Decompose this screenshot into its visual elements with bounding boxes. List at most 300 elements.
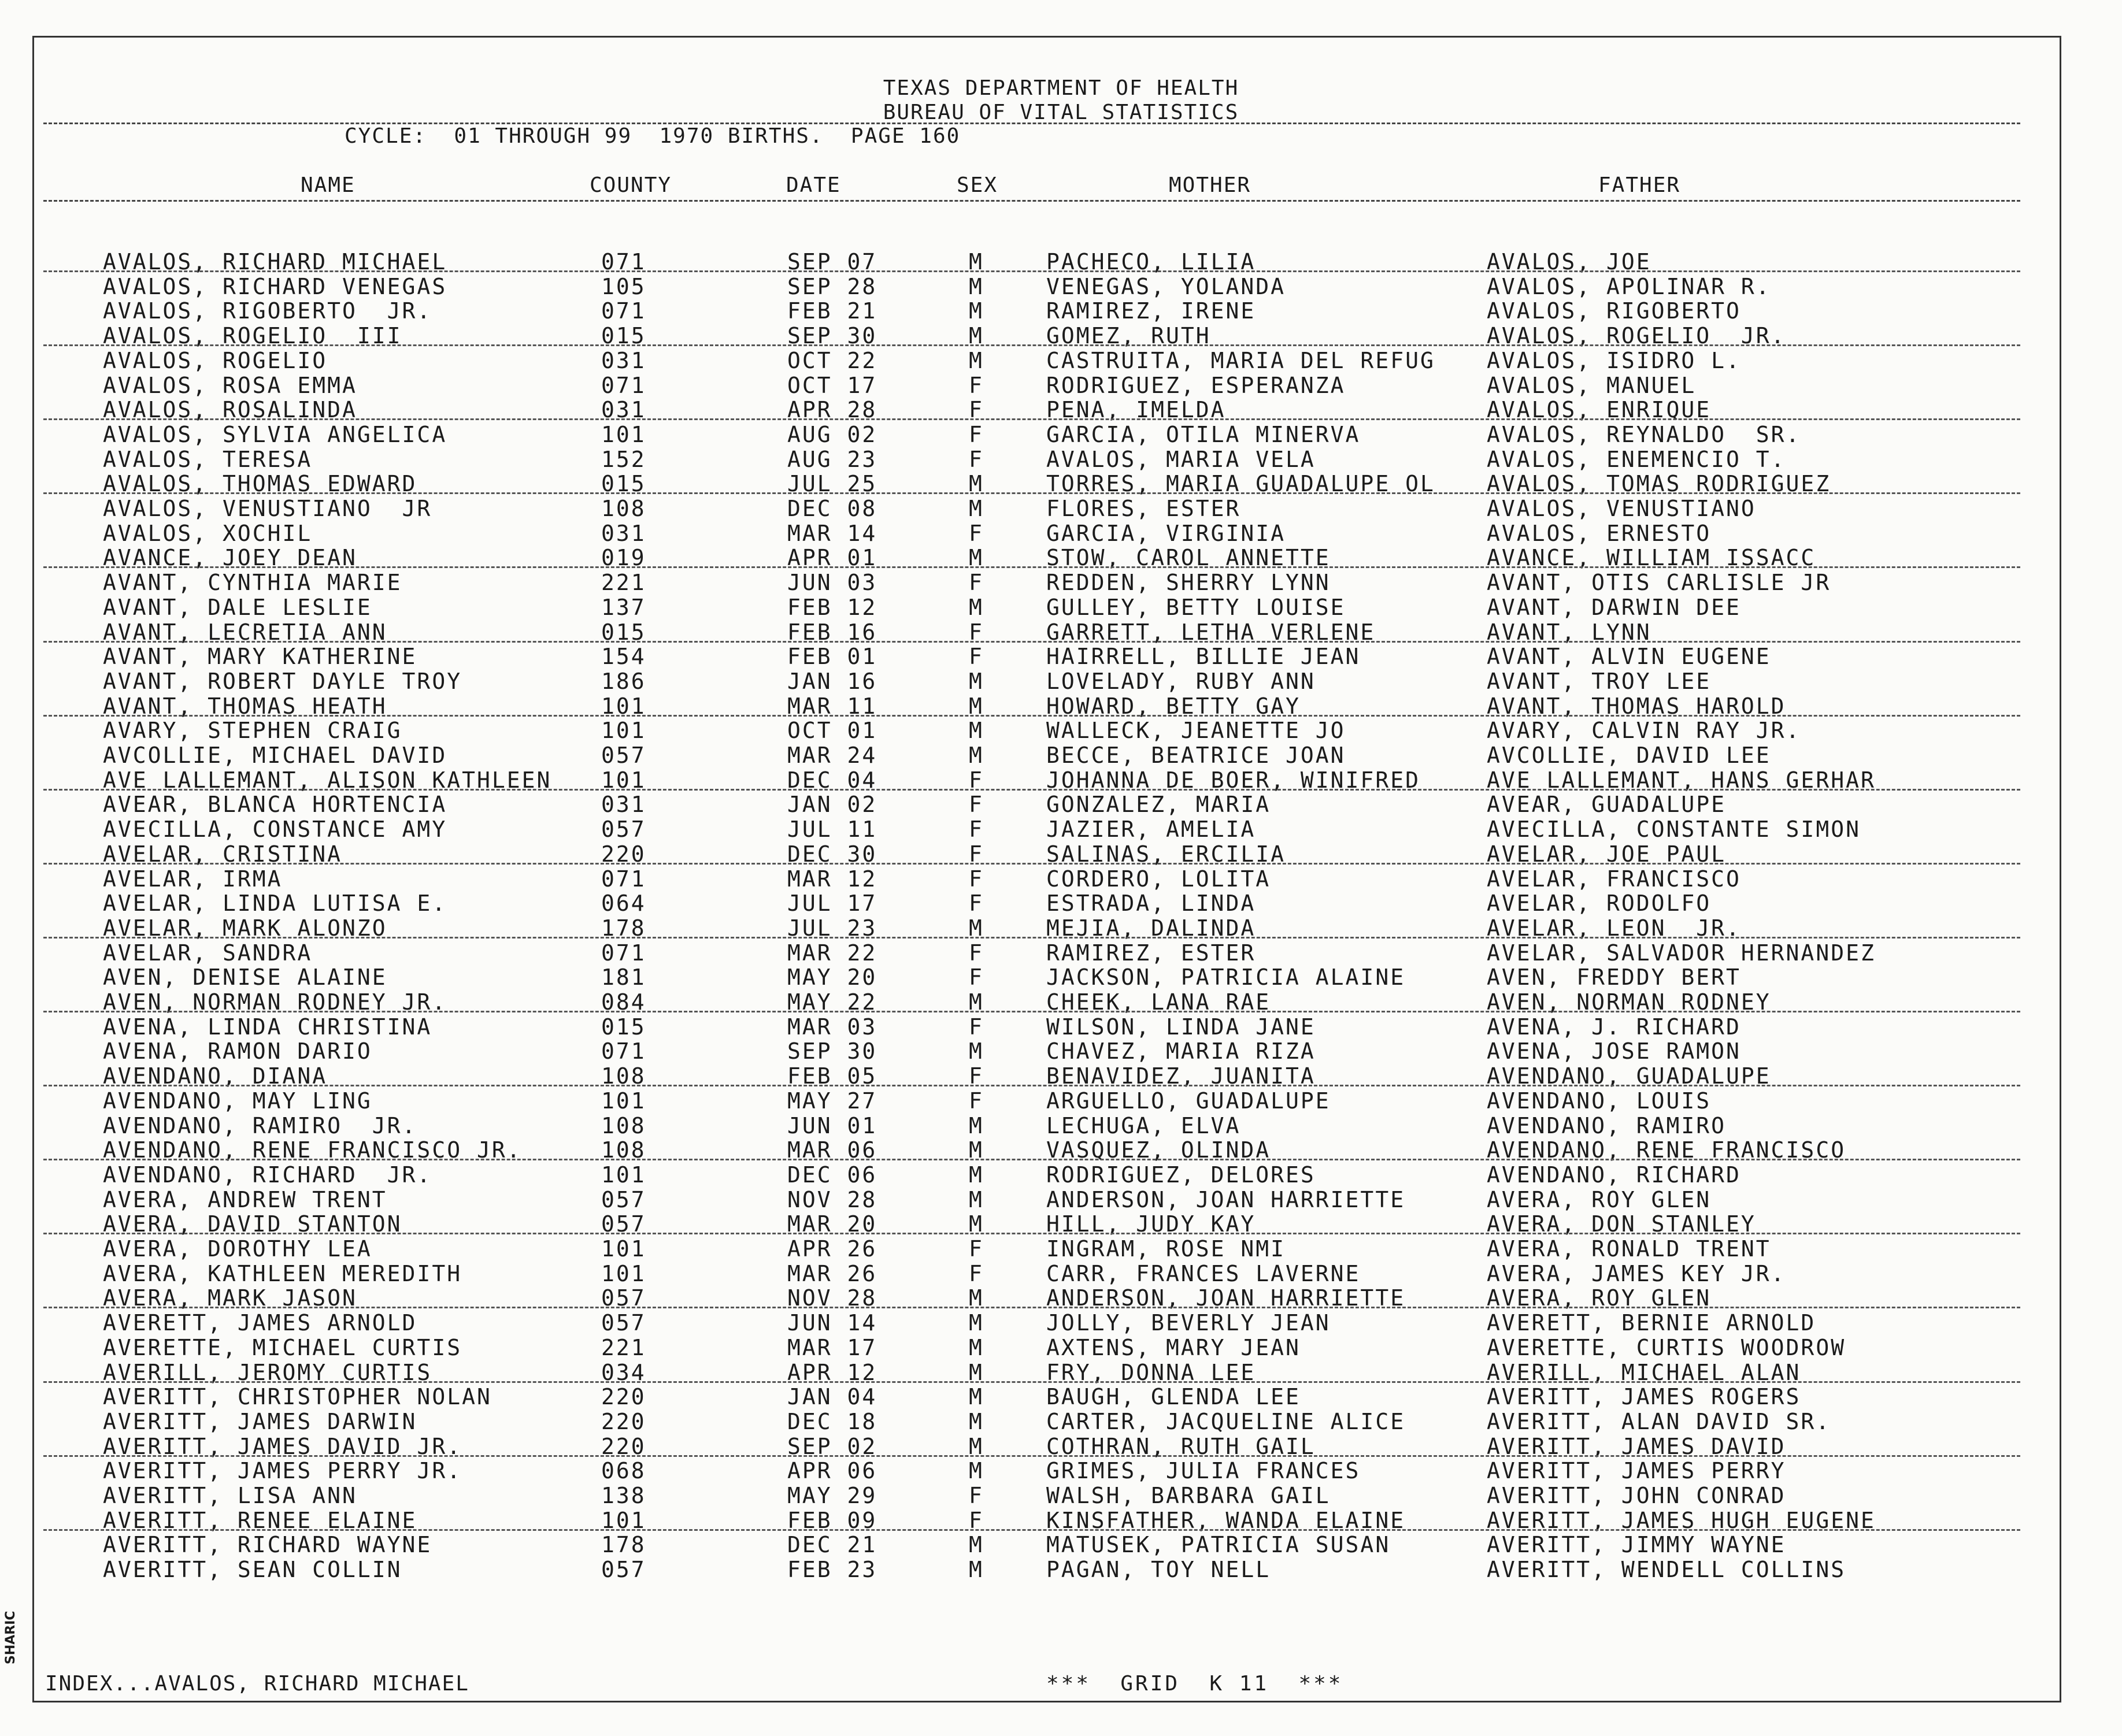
grid-footer: *** GRID K 11 *** — [1046, 1672, 1343, 1696]
record-mother: RODRIGUEZ, ESPERANZA — [1046, 372, 1346, 398]
record-county: 186 — [601, 668, 646, 694]
department-title: TEXAS DEPARTMENT OF HEALTH — [883, 76, 1239, 100]
record-mother: HOWARD, BETTY GAY — [1046, 693, 1301, 719]
record-mother: WALSH, BARBARA GAIL — [1046, 1483, 1331, 1508]
record-father: AVENA, J. RICHARD — [1487, 1014, 1741, 1040]
record-father: AVALOS, REYNALDO SR. — [1487, 421, 1801, 447]
record-sex: M — [969, 1408, 984, 1434]
record-date: AUG 23 — [787, 446, 877, 472]
record-mother: SALINAS, ERCILIA — [1046, 841, 1286, 867]
record-mother: COTHRAN, RUTH GAIL — [1046, 1433, 1316, 1459]
record-date: MAR 17 — [787, 1334, 877, 1360]
record-mother: JOHANNA DE BOER, WINIFRED — [1046, 767, 1420, 793]
record-sex: M — [969, 496, 984, 521]
record-mother: KINSFATHER, WANDA ELAINE — [1046, 1507, 1406, 1533]
record-name: AVALOS, RICHARD MICHAEL — [103, 249, 447, 275]
record-mother: BAUGH, GLENDA LEE — [1046, 1384, 1301, 1410]
record-name: AVEN, DENISE ALAINE — [103, 965, 387, 991]
row-rule — [43, 1381, 2020, 1383]
record-date: JAN 16 — [787, 668, 877, 694]
record-name: AVELAR, MARK ALONZO — [103, 915, 387, 941]
record-county: 108 — [601, 1137, 646, 1163]
record-mother: JACKSON, PATRICIA ALAINE — [1046, 965, 1406, 991]
record-father: AVERETT, BERNIE ARNOLD — [1487, 1310, 1816, 1336]
record-sex: M — [969, 545, 984, 571]
record-sex: M — [969, 249, 984, 275]
record-father: AVEN, FREDDY BERT — [1487, 965, 1741, 991]
record-name: AVALOS, RICHARD VENEGAS — [103, 273, 447, 299]
record-sex: F — [969, 1236, 984, 1262]
record-county: 178 — [601, 915, 646, 941]
record-name: AVERILL, JEROMY CURTIS — [103, 1359, 432, 1385]
record-date: SEP 02 — [787, 1433, 877, 1459]
record-father: AVELAR, LEON JR. — [1487, 915, 1741, 941]
record-name: AVERETT, JAMES ARNOLD — [103, 1310, 417, 1336]
row-rule — [43, 1011, 2020, 1012]
record-county: 071 — [601, 249, 646, 275]
record-mother: CORDERO, LOLITA — [1046, 866, 1271, 892]
record-mother: PENA, IMELDA — [1046, 397, 1226, 423]
record-mother: RODRIGUEZ, DELORES — [1046, 1162, 1316, 1188]
record-date: MAR 24 — [787, 743, 877, 768]
record-county: 152 — [601, 446, 646, 472]
record-sex: F — [969, 817, 984, 843]
record-county: 015 — [601, 323, 646, 349]
record-mother: INGRAM, ROSE NMI — [1046, 1236, 1286, 1262]
record-date: APR 12 — [787, 1359, 877, 1385]
record-date: MAR 06 — [787, 1137, 877, 1163]
record-name: AVALOS, XOCHIL — [103, 520, 313, 546]
record-mother: JAZIER, AMELIA — [1046, 817, 1256, 843]
record-county: 057 — [601, 1285, 646, 1311]
record-county: 101 — [601, 1162, 646, 1188]
record-date: AUG 02 — [787, 421, 877, 447]
record-name: AVERITT, SEAN COLLIN — [103, 1557, 402, 1583]
record-mother: BECCE, BEATRICE JOAN — [1046, 743, 1346, 768]
record-name: AVANT, CYNTHIA MARIE — [103, 570, 402, 596]
bureau-title: BUREAU OF VITAL STATISTICS — [883, 101, 1239, 124]
record-sex: F — [969, 570, 984, 596]
record-mother: HAIRRELL, BILLIE JEAN — [1046, 644, 1361, 670]
record-county: 071 — [601, 940, 646, 966]
record-county: 064 — [601, 891, 646, 917]
record-mother: RAMIREZ, ESTER — [1046, 940, 1256, 966]
record-sex: M — [969, 915, 984, 941]
record-mother: GONZALEZ, MARIA — [1046, 792, 1271, 818]
record-county: 019 — [601, 545, 646, 571]
record-father: AVERITT, WENDELL COLLINS — [1487, 1557, 1846, 1583]
record-father: AVENDANO, RAMIRO — [1487, 1112, 1727, 1138]
record-date: OCT 17 — [787, 372, 877, 398]
record-sex: F — [969, 446, 984, 472]
record-county: 138 — [601, 1483, 646, 1508]
record-name: AVANT, LECRETIA ANN — [103, 619, 387, 645]
record-father: AVALOS, ROGELIO JR. — [1487, 323, 1786, 349]
record-name: AVARY, STEPHEN CRAIG — [103, 718, 402, 744]
record-father: AVERITT, JOHN CONRAD — [1487, 1483, 1786, 1508]
record-father: AVERITT, JIMMY WAYNE — [1487, 1532, 1786, 1558]
record-father: AVALOS, TOMAS RODRIGUEZ — [1487, 471, 1831, 497]
record-county: 108 — [601, 1063, 646, 1089]
record-father: AVECILLA, CONSTANTE SIMON — [1487, 817, 1861, 843]
record-date: MAR 20 — [787, 1211, 877, 1237]
column-header-father: FATHER — [1598, 173, 1681, 197]
record-name: AVERITT, JAMES DARWIN — [103, 1408, 417, 1434]
record-county: 181 — [601, 965, 646, 991]
record-date: FEB 01 — [787, 644, 877, 670]
record-name: AVALOS, VENUSTIANO JR — [103, 496, 432, 521]
record-name: AVENDANO, DIANA — [103, 1063, 328, 1089]
record-mother: GULLEY, BETTY LOUISE — [1046, 594, 1346, 620]
record-county: 178 — [601, 1532, 646, 1558]
row-rule — [43, 344, 2020, 346]
record-sex: F — [969, 940, 984, 966]
record-mother: ARGUELLO, GUADALUPE — [1046, 1088, 1331, 1114]
record-mother: LECHUGA, ELVA — [1046, 1112, 1241, 1138]
row-rule — [43, 566, 2020, 568]
record-mother: VASQUEZ, OLINDA — [1046, 1137, 1271, 1163]
record-county: 015 — [601, 1014, 646, 1040]
record-date: MAY 27 — [787, 1088, 877, 1114]
record-date: SEP 30 — [787, 1038, 877, 1064]
cycle-line: CYCLE: 01 THROUGH 99 1970 BIRTHS. PAGE 160 — [345, 124, 961, 148]
record-father: AVELAR, RODOLFO — [1487, 891, 1712, 917]
record-date: FEB 09 — [787, 1507, 877, 1533]
record-sex: F — [969, 767, 984, 793]
record-date: JUN 01 — [787, 1112, 877, 1138]
record-mother: CASTRUITA, MARIA DEL REFUG — [1046, 347, 1435, 373]
row-rule — [43, 1529, 2020, 1531]
record-county: 108 — [601, 1112, 646, 1138]
record-name: AVELAR, LINDA LUTISA E. — [103, 891, 447, 917]
record-sex: M — [969, 594, 984, 620]
record-father: AVERITT, JAMES HUGH EUGENE — [1487, 1507, 1876, 1533]
record-father: AVARY, CALVIN RAY JR. — [1487, 718, 1801, 744]
record-father: AVERA, DON STANLEY — [1487, 1211, 1756, 1237]
record-father: AVALOS, APOLINAR R. — [1487, 273, 1771, 299]
record-sex: F — [969, 1260, 984, 1286]
record-name: AVERITT, CHRISTOPHER NOLAN — [103, 1384, 492, 1410]
record-father: AVENDANO, LOUIS — [1487, 1088, 1712, 1114]
record-mother: LOVELADY, RUBY ANN — [1046, 668, 1316, 694]
record-date: OCT 22 — [787, 347, 877, 373]
record-sex: M — [969, 273, 984, 299]
record-sex: F — [969, 421, 984, 447]
record-date: FEB 12 — [787, 594, 877, 620]
record-name: AVERA, DAVID STANTON — [103, 1211, 402, 1237]
record-sex: M — [969, 323, 984, 349]
record-county: 031 — [601, 397, 646, 423]
record-father: AVANCE, WILLIAM ISSACC — [1487, 545, 1816, 571]
record-name: AVERA, DOROTHY LEA — [103, 1236, 372, 1262]
record-date: DEC 06 — [787, 1162, 877, 1188]
record-county: 220 — [601, 1384, 646, 1410]
column-header-mother: MOTHER — [1169, 173, 1251, 197]
index-footer: INDEX...AVALOS, RICHARD MICHAEL — [45, 1672, 469, 1696]
record-county: 068 — [601, 1458, 646, 1484]
record-mother: CARR, FRANCES LAVERNE — [1046, 1260, 1361, 1286]
record-date: NOV 28 — [787, 1285, 877, 1311]
record-date: JUL 25 — [787, 471, 877, 497]
record-father: AVALOS, MANUEL — [1487, 372, 1697, 398]
record-father: AVENDANO, GUADALUPE — [1487, 1063, 1771, 1089]
record-father: AVANT, DARWIN DEE — [1487, 594, 1741, 620]
record-father: AVALOS, JOE — [1487, 249, 1651, 275]
record-date: MAR 26 — [787, 1260, 877, 1286]
record-name: AVENDANO, RICHARD JR. — [103, 1162, 432, 1188]
record-county: 101 — [601, 693, 646, 719]
record-sex: F — [969, 891, 984, 917]
header-rule — [43, 123, 2020, 124]
record-mother: FRY, DONNA LEE — [1046, 1359, 1256, 1385]
record-county: 220 — [601, 1433, 646, 1459]
record-county: 071 — [601, 866, 646, 892]
record-county: 101 — [601, 1088, 646, 1114]
record-mother: VENEGAS, YOLANDA — [1046, 273, 1286, 299]
row-rule — [43, 1307, 2020, 1308]
record-mother: ESTRADA, LINDA — [1046, 891, 1256, 917]
record-county: 101 — [601, 1260, 646, 1286]
record-name: AVALOS, ROGELIO — [103, 347, 328, 373]
record-name: AVERA, MARK JASON — [103, 1285, 357, 1311]
record-county: 031 — [601, 792, 646, 818]
record-date: FEB 05 — [787, 1063, 877, 1089]
record-father: AVANT, ALVIN EUGENE — [1487, 644, 1771, 670]
record-name: AVANT, MARY KATHERINE — [103, 644, 417, 670]
record-name: AVERA, ANDREW TRENT — [103, 1186, 387, 1212]
record-date: SEP 30 — [787, 323, 877, 349]
record-county: 071 — [601, 298, 646, 324]
record-mother: WALLECK, JEANETTE JO — [1046, 718, 1346, 744]
record-sex: M — [969, 668, 984, 694]
record-county: 220 — [601, 841, 646, 867]
record-county: 105 — [601, 273, 646, 299]
record-name: AVEN, NORMAN RODNEY JR. — [103, 989, 447, 1015]
record-county: 101 — [601, 1507, 646, 1533]
record-sex: M — [969, 298, 984, 324]
record-name: AVERITT, RENEE ELAINE — [103, 1507, 417, 1533]
record-sex: M — [969, 989, 984, 1015]
record-date: JUL 17 — [787, 891, 877, 917]
record-father: AVEAR, GUADALUPE — [1487, 792, 1727, 818]
record-date: JAN 04 — [787, 1384, 877, 1410]
record-county: 031 — [601, 347, 646, 373]
record-sex: M — [969, 1532, 984, 1558]
record-father: AVALOS, ERNESTO — [1487, 520, 1712, 546]
record-name: AVELAR, IRMA — [103, 866, 283, 892]
record-date: APR 01 — [787, 545, 877, 571]
record-county: 057 — [601, 1186, 646, 1212]
record-sex: M — [969, 1137, 984, 1163]
record-name: AVANT, DALE LESLIE — [103, 594, 372, 620]
record-date: SEP 07 — [787, 249, 877, 275]
record-date: OCT 01 — [787, 718, 877, 744]
record-father: AVERA, ROY GLEN — [1487, 1285, 1712, 1311]
record-date: JUN 14 — [787, 1310, 877, 1336]
record-father: AVERA, JAMES KEY JR. — [1487, 1260, 1786, 1286]
record-county: 101 — [601, 1236, 646, 1262]
record-mother: TORRES, MARIA GUADALUPE OL — [1046, 471, 1435, 497]
record-sex: F — [969, 397, 984, 423]
record-county: 221 — [601, 570, 646, 596]
record-sex: F — [969, 372, 984, 398]
column-header-name: NAME — [301, 173, 355, 197]
row-rule — [43, 418, 2020, 420]
record-sex: F — [969, 1483, 984, 1508]
record-mother: WILSON, LINDA JANE — [1046, 1014, 1316, 1040]
record-sex: M — [969, 743, 984, 768]
record-county: 137 — [601, 594, 646, 620]
row-rule — [43, 641, 2020, 643]
record-mother: ANDERSON, JOAN HARRIETTE — [1046, 1285, 1406, 1311]
record-mother: JOLLY, BEVERLY JEAN — [1046, 1310, 1331, 1336]
column-header-date: DATE — [786, 173, 841, 197]
record-sex: M — [969, 1384, 984, 1410]
record-mother: BENAVIDEZ, JUANITA — [1046, 1063, 1316, 1089]
record-father: AVERITT, JAMES DAVID — [1487, 1433, 1786, 1459]
record-county: 031 — [601, 520, 646, 546]
record-father: AVERITT, ALAN DAVID SR. — [1487, 1408, 1831, 1434]
record-mother: MATUSEK, PATRICIA SUSAN — [1046, 1532, 1391, 1558]
record-name: AVALOS, ROGELIO III — [103, 323, 402, 349]
row-rule — [43, 1455, 2020, 1457]
row-rule — [43, 1233, 2020, 1234]
record-date: JUN 03 — [787, 570, 877, 596]
column-header-sex: SEX — [957, 173, 998, 197]
record-name: AVANCE, JOEY DEAN — [103, 545, 357, 571]
record-sex: M — [969, 471, 984, 497]
record-mother: PACHECO, LILIA — [1046, 249, 1256, 275]
row-rule — [43, 715, 2020, 717]
record-county: 221 — [601, 1334, 646, 1360]
record-father: AVE LALLEMANT, HANS GERHAR — [1487, 767, 1876, 793]
record-mother: MEJIA, DALINDA — [1046, 915, 1256, 941]
record-name: AVERITT, RICHARD WAYNE — [103, 1532, 432, 1558]
row-rule — [43, 492, 2020, 494]
record-name: AVERETTE, MICHAEL CURTIS — [103, 1334, 462, 1360]
row-rule — [43, 1085, 2020, 1086]
row-rule — [43, 863, 2020, 865]
record-sex: F — [969, 644, 984, 670]
record-date: MAY 20 — [787, 965, 877, 991]
record-father: AVANT, THOMAS HAROLD — [1487, 693, 1786, 719]
record-county: 057 — [601, 743, 646, 768]
record-mother: GARCIA, VIRGINIA — [1046, 520, 1286, 546]
record-date: APR 06 — [787, 1458, 877, 1484]
record-father: AVERA, ROY GLEN — [1487, 1186, 1712, 1212]
record-date: FEB 16 — [787, 619, 877, 645]
record-mother: GARCIA, OTILA MINERVA — [1046, 421, 1361, 447]
record-date: JUL 11 — [787, 817, 877, 843]
record-date: JUL 23 — [787, 915, 877, 941]
record-name: AVALOS, ROSALINDA — [103, 397, 357, 423]
record-name: AVERITT, JAMES PERRY JR. — [103, 1458, 462, 1484]
record-name: AVECILLA, CONSTANCE AMY — [103, 817, 447, 843]
record-mother: AVALOS, MARIA VELA — [1046, 446, 1316, 472]
record-father: AVERETTE, CURTIS WOODROW — [1487, 1334, 1846, 1360]
record-sex: M — [969, 1038, 984, 1064]
record-date: DEC 30 — [787, 841, 877, 867]
record-county: 057 — [601, 817, 646, 843]
record-name: AVALOS, SYLVIA ANGELICA — [103, 421, 447, 447]
record-sex: F — [969, 1507, 984, 1533]
row-rule — [43, 789, 2020, 791]
record-date: MAR 14 — [787, 520, 877, 546]
record-name: AVALOS, TERESA — [103, 446, 313, 472]
record-name: AVEAR, BLANCA HORTENCIA — [103, 792, 447, 818]
record-sex: M — [969, 1334, 984, 1360]
record-sex: F — [969, 1088, 984, 1114]
record-sex: M — [969, 718, 984, 744]
record-date: JAN 02 — [787, 792, 877, 818]
record-sex: M — [969, 1112, 984, 1138]
record-name: AVCOLLIE, MICHAEL DAVID — [103, 743, 447, 768]
record-date: MAY 22 — [787, 989, 877, 1015]
record-sex: F — [969, 1014, 984, 1040]
record-date: MAR 12 — [787, 866, 877, 892]
record-father: AVANT, OTIS CARLISLE JR — [1487, 570, 1831, 596]
record-county: 071 — [601, 372, 646, 398]
record-sex: M — [969, 1285, 984, 1311]
record-father: AVELAR, JOE PAUL — [1487, 841, 1727, 867]
record-father: AVELAR, FRANCISCO — [1487, 866, 1741, 892]
record-name: AVENA, RAMON DARIO — [103, 1038, 372, 1064]
record-date: SEP 28 — [787, 273, 877, 299]
record-sex: M — [969, 1162, 984, 1188]
record-name: AVANT, THOMAS HEATH — [103, 693, 387, 719]
record-mother: FLORES, ESTER — [1046, 496, 1241, 521]
record-county: 057 — [601, 1310, 646, 1336]
record-mother: GOMEZ, RUTH — [1046, 323, 1211, 349]
side-mark: SHARIC — [3, 1611, 18, 1664]
record-county: 101 — [601, 718, 646, 744]
record-date: MAR 22 — [787, 940, 877, 966]
record-county: 220 — [601, 1408, 646, 1434]
record-father: AVERA, RONALD TRENT — [1487, 1236, 1771, 1262]
record-sex: M — [969, 693, 984, 719]
record-name: AVENDANO, RENE FRANCISCO JR. — [103, 1137, 522, 1163]
record-mother: CHEEK, LANA RAE — [1046, 989, 1271, 1015]
record-county: 057 — [601, 1557, 646, 1583]
record-sex: F — [969, 965, 984, 991]
record-father: AVEN, NORMAN RODNEY — [1487, 989, 1771, 1015]
row-rule — [43, 1159, 2020, 1160]
record-sex: M — [969, 1433, 984, 1459]
record-name: AVALOS, THOMAS EDWARD — [103, 471, 417, 497]
record-date: MAY 29 — [787, 1483, 877, 1508]
record-sex: M — [969, 1186, 984, 1212]
record-date: NOV 28 — [787, 1186, 877, 1212]
record-father: AVENDANO, RENE FRANCISCO — [1487, 1137, 1846, 1163]
record-sex: M — [969, 1310, 984, 1336]
record-date: APR 28 — [787, 397, 877, 423]
record-mother: ANDERSON, JOAN HARRIETTE — [1046, 1186, 1406, 1212]
record-sex: M — [969, 1211, 984, 1237]
record-county: 071 — [601, 1038, 646, 1064]
record-mother: HILL, JUDY KAY — [1046, 1211, 1256, 1237]
record-father: AVELAR, SALVADOR HERNANDEZ — [1487, 940, 1876, 966]
record-county: 015 — [601, 619, 646, 645]
record-father: AVCOLLIE, DAVID LEE — [1487, 743, 1771, 768]
record-sex: M — [969, 1359, 984, 1385]
record-mother: GARRETT, LETHA VERLENE — [1046, 619, 1376, 645]
record-date: DEC 18 — [787, 1408, 877, 1434]
column-header-rule — [43, 200, 2020, 202]
record-date: FEB 23 — [787, 1557, 877, 1583]
record-mother: GRIMES, JULIA FRANCES — [1046, 1458, 1361, 1484]
record-date: FEB 21 — [787, 298, 877, 324]
record-county: 154 — [601, 644, 646, 670]
